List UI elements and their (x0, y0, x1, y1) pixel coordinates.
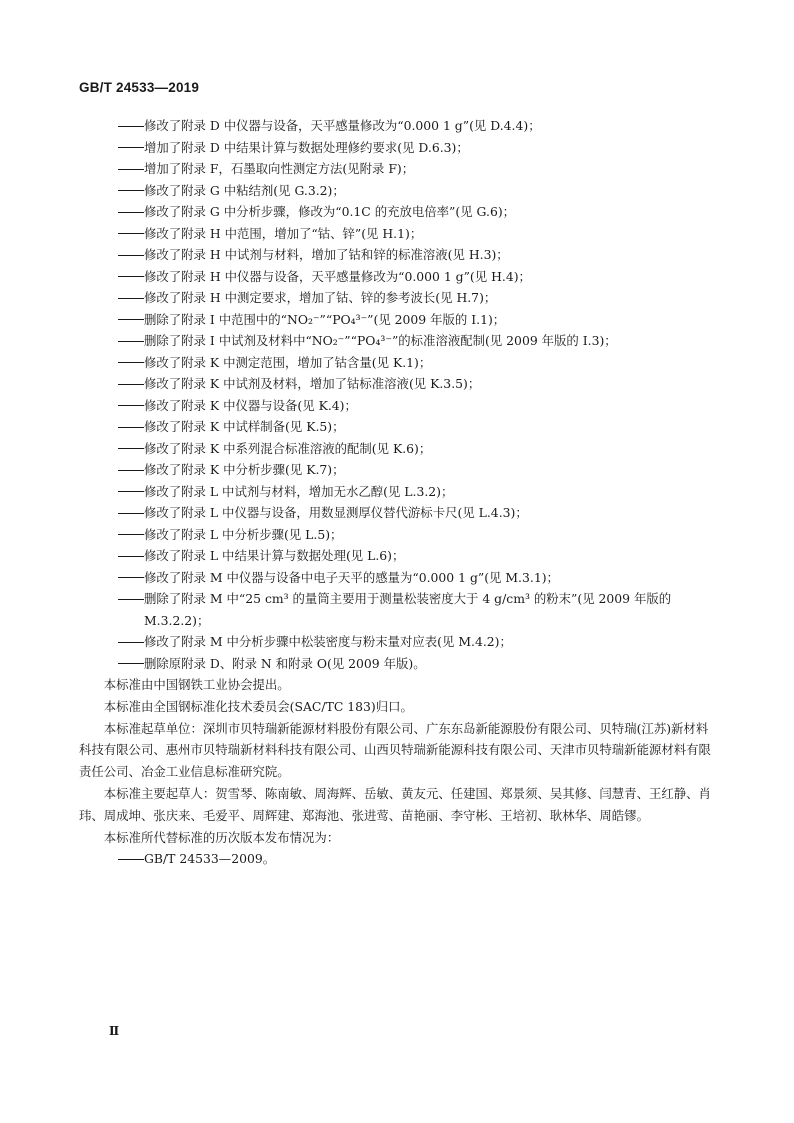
drafting-units-paragraph: 本标准起草单位：深圳市贝特瑞新能源材料股份有限公司、广东东岛新能源股份有限公司、贝特瑞(江苏)新材料科技有限公司、惠州市贝特瑞新材料科技有限公司、山西贝特瑞新能源科技有限公司、天津市贝特瑞新能源材料有限责任公司、冶金工业信息标准研究院。 (79, 720, 711, 780)
change-item: 修改了附录 M 中仪器与设备中电子天平的感量为“0.000 1 g”(见 M.3.1)； (144, 569, 559, 585)
change-item: 修改了附录 K 中系列混合标准溶液的配制(见 K.6)； (144, 440, 432, 456)
centralized-paragraph: 本标准由全国钢标准化技术委员会(SAC/TC 183)归口。 (103, 698, 413, 714)
drafters-paragraph: 本标准主要起草人：贺雪琴、陈南敏、周海辉、岳敏、黄友元、任建国、郑景须、吴其修、闫慧青、王红静、肖玮、周成坤、张庆来、毛爱平、周辉建、郑海池、张进莺、苗艳丽、李守彬、王培初、耿林华、周皓镠。 (79, 785, 711, 823)
change-item: 修改了附录 L 中仪器与设备，用数显测厚仪替代游标卡尺(见 L.4.3)； (144, 505, 528, 520)
change-item: 删除原附录 D、附录 N 和附录 O(见 2009 年版)。 (144, 655, 426, 671)
change-item: 增加了附录 D 中结果计算与数据处理修约要求(见 D.6.3)； (144, 139, 469, 155)
change-item: 修改了附录 L 中结果计算与数据处理(见 L.6)； (144, 548, 405, 563)
proposer-paragraph: 本标准由中国钢铁工业协会提出。 (103, 677, 290, 692)
change-item: 修改了附录 M 中分析步骤中松装密度与粉末量对应表(见 M.4.2)； (144, 634, 512, 649)
change-item: 删除了附录 I 中范围中的“NO₂⁻”“PO₄³⁻”(见 2009 年版的 I.1)； (144, 311, 506, 327)
change-item: 增加了附录 F，石墨取向性测定方法(见附录 F)； (144, 161, 415, 176)
change-item: 修改了附录 H 中测定要求，增加了钴、锌的参考波长(见 H.7)； (144, 290, 497, 305)
change-item: 修改了附录 H 中试剂与材料，增加了钴和锌的标准溶液(见 H.3)； (144, 247, 509, 262)
document-body (79, 115, 712, 870)
change-item: 修改了附录 L 中分析步骤(见 L.5)； (144, 526, 343, 542)
change-item: 修改了附录 H 中范围，增加了“钴、锌”(见 H.1)； (144, 225, 423, 241)
change-item: 修改了附录 G 中粘结剂(见 G.3.2)； (144, 182, 345, 198)
change-item: 修改了附录 K 中分析步骤(见 K.7)； (144, 462, 345, 477)
change-item: 修改了附录 G 中分析步骤，修改为“0.1C 的充放电倍率”(见 G.6)； (144, 204, 516, 219)
history-intro-paragraph: 本标准所代替标准的历次版本发布情况为： (103, 829, 340, 845)
standard-code-header: GB/T 24533—2019 (79, 80, 200, 95)
change-item: 修改了附录 H 中仪器与设备，天平感量修改为“0.000 1 g”(见 H.4)； (144, 268, 531, 284)
change-item: 删除了附录 I 中试剂及材料中“NO₂⁻”“PO₄³⁻”的标准溶液配制(见 2009 年版的 I.3)； (144, 333, 617, 348)
change-item: 修改了附录 K 中试样制备(见 K.5)； (144, 419, 345, 434)
page-number: Ⅱ (109, 1024, 120, 1038)
change-item: 修改了附录 K 中试剂及材料，增加了钴标准溶液(见 K.3.5)； (144, 376, 481, 391)
change-item: 修改了附录 D 中仪器与设备，天平感量修改为“0.000 1 g”(见 D.4.4)； (144, 118, 541, 133)
change-item: 修改了附录 K 中测定范围，增加了钴含量(见 K.1)； (144, 354, 432, 370)
change-item: 修改了附录 K 中仪器与设备(见 K.4)； (144, 397, 357, 413)
history-item: GB/T 24533—2009。 (144, 851, 276, 867)
change-item: 修改了附录 L 中试剂与材料，增加无水乙醇(见 L.3.2)； (144, 483, 454, 499)
change-item: 删除了附录 M 中“25 cm³ 的量筒主要用于测量松装密度大于 4 g/cm³ 的粉末”(见 2009 年版的 M.3.2.2)； (144, 591, 672, 628)
